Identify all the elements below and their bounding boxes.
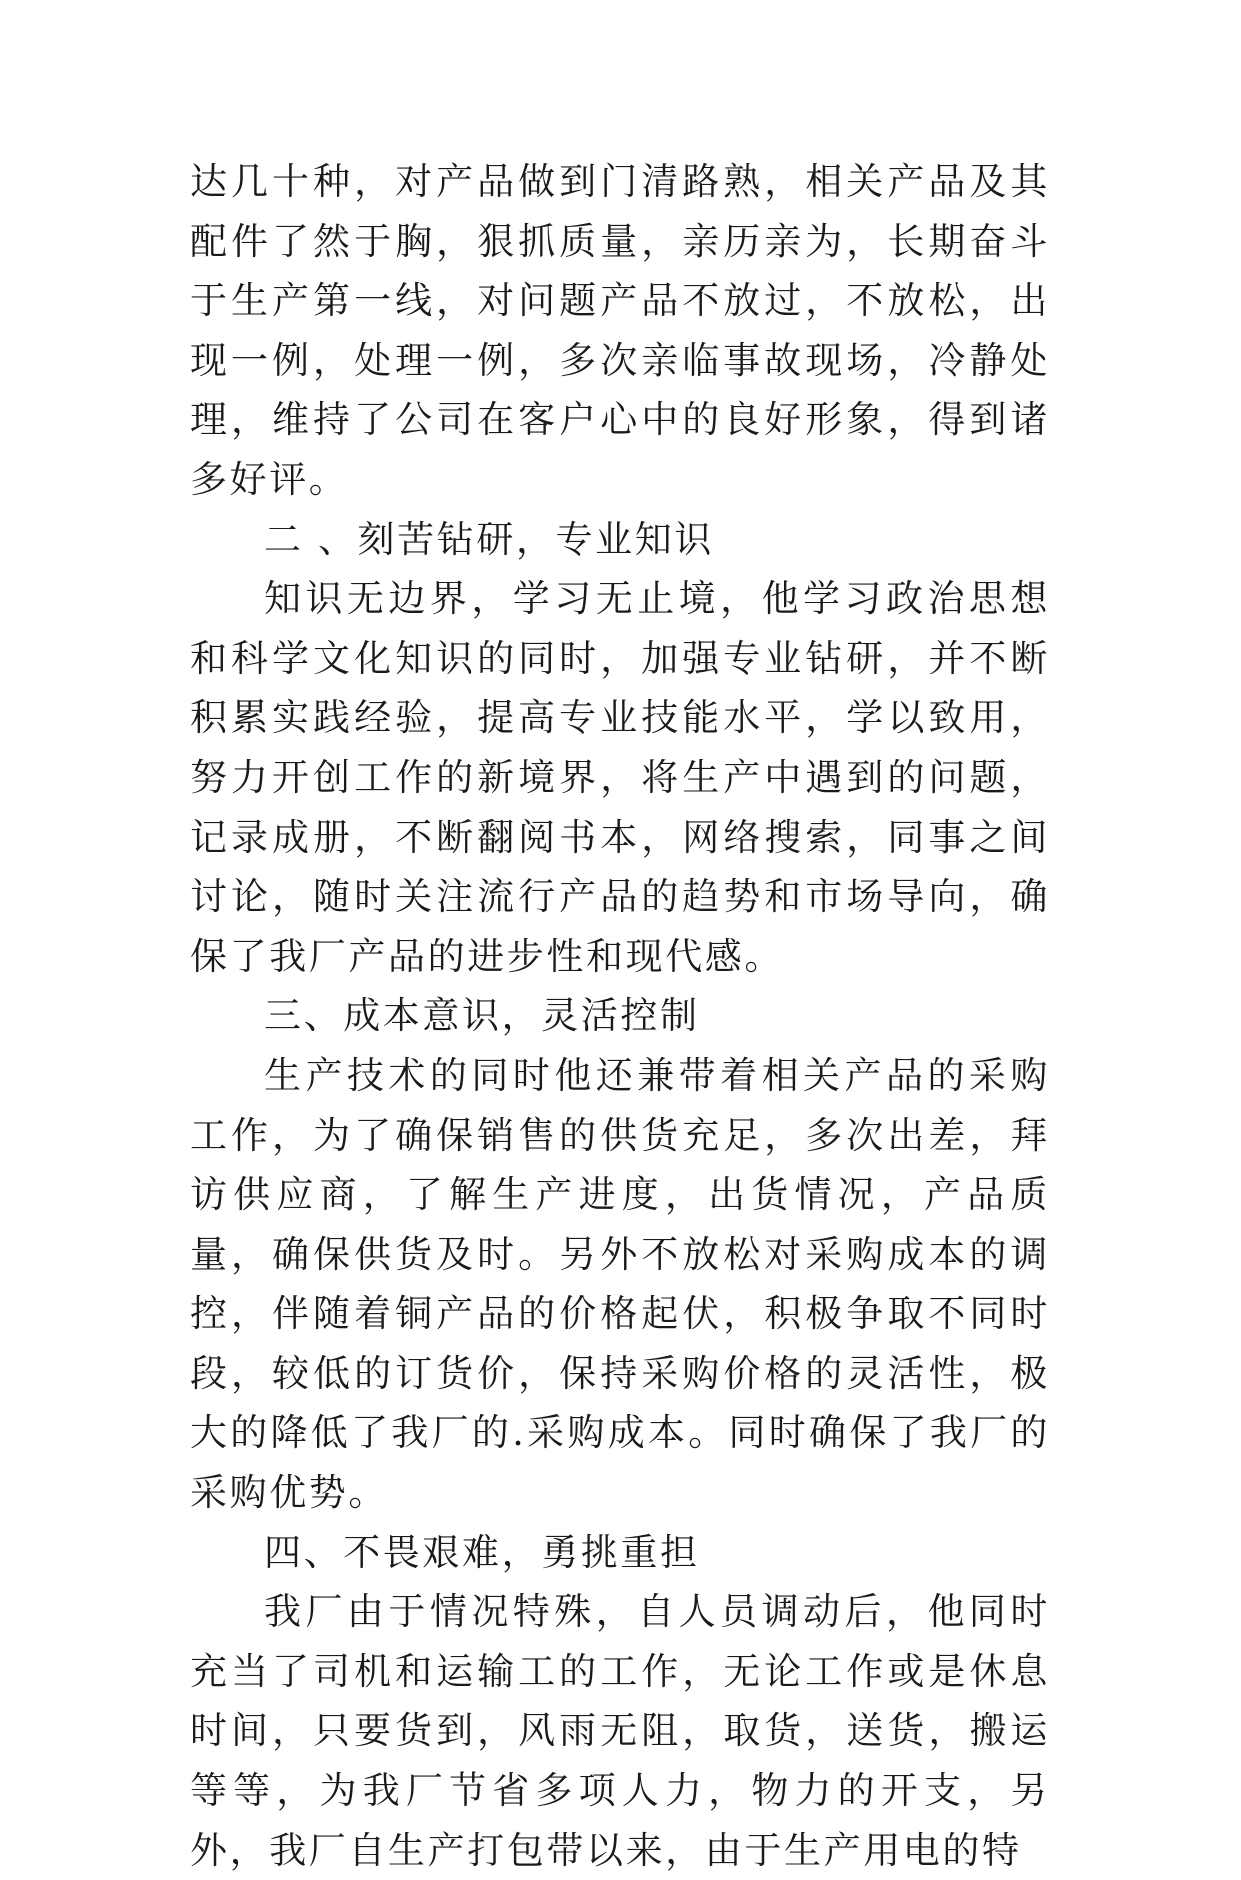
paragraph-section-2: 知识无边界，学习无止境，他学习政治思想和科学文化知识的同时，加强专业钻研，并不断积累实践经验，提高专业技能水平，学以致用，努力开创工作的新境界，将生产中遇到的问题，记录成册，不断翻阅书本，网络搜索，同事之间讨论，随时关注流行产品的趋势和市场导向，确保了我厂产品的进步性和现代感。 — [190, 577, 1050, 978]
section-heading-4: 四、不畏艰难，勇挑重担 — [264, 1530, 700, 1574]
section-heading-2: 二 、刻苦钻研，专业知识 — [264, 517, 714, 561]
document-body — [190, 152, 1050, 1880]
paragraph-section-4: 我厂由于情况特殊，自人员调动后，他同时充当了司机和运输工的工作，无论工作或是休息时间，只要货到，风雨无阻，取货，送货，搬运等等，为我厂节省多项人力，物力的开支，另外，我厂自生产打包带以来，由于生产用电的特 — [190, 1590, 1050, 1872]
paragraph-continuation: 达几十种，对产品做到门清路熟，相关产品及其配件了然于胸，狠抓质量，亲历亲为，长期奋斗于生产第一线，对问题产品不放过，不放松，出现一例，处理一例，多次亲临事故现场，冷静处理，维持了公司在客户心中的良好形象，得到诸多好评。 — [190, 160, 1050, 501]
section-heading-3: 三、成本意识，灵活控制 — [264, 994, 700, 1038]
paragraph-section-3: 生产技术的同时他还兼带着相关产品的采购工作，为了确保销售的供货充足，多次出差，拜访供应商，了解生产进度，出货情况，产品质量，确保供货及时。另外不放松对采购成本的调控，伴随着铜产品的价格起伏，积极争取不同时段，较低的订货价，保持采购价格的灵活性，极大的降低了我厂的.采购成本。同时确保了我厂的采购优势。 — [190, 1053, 1050, 1515]
